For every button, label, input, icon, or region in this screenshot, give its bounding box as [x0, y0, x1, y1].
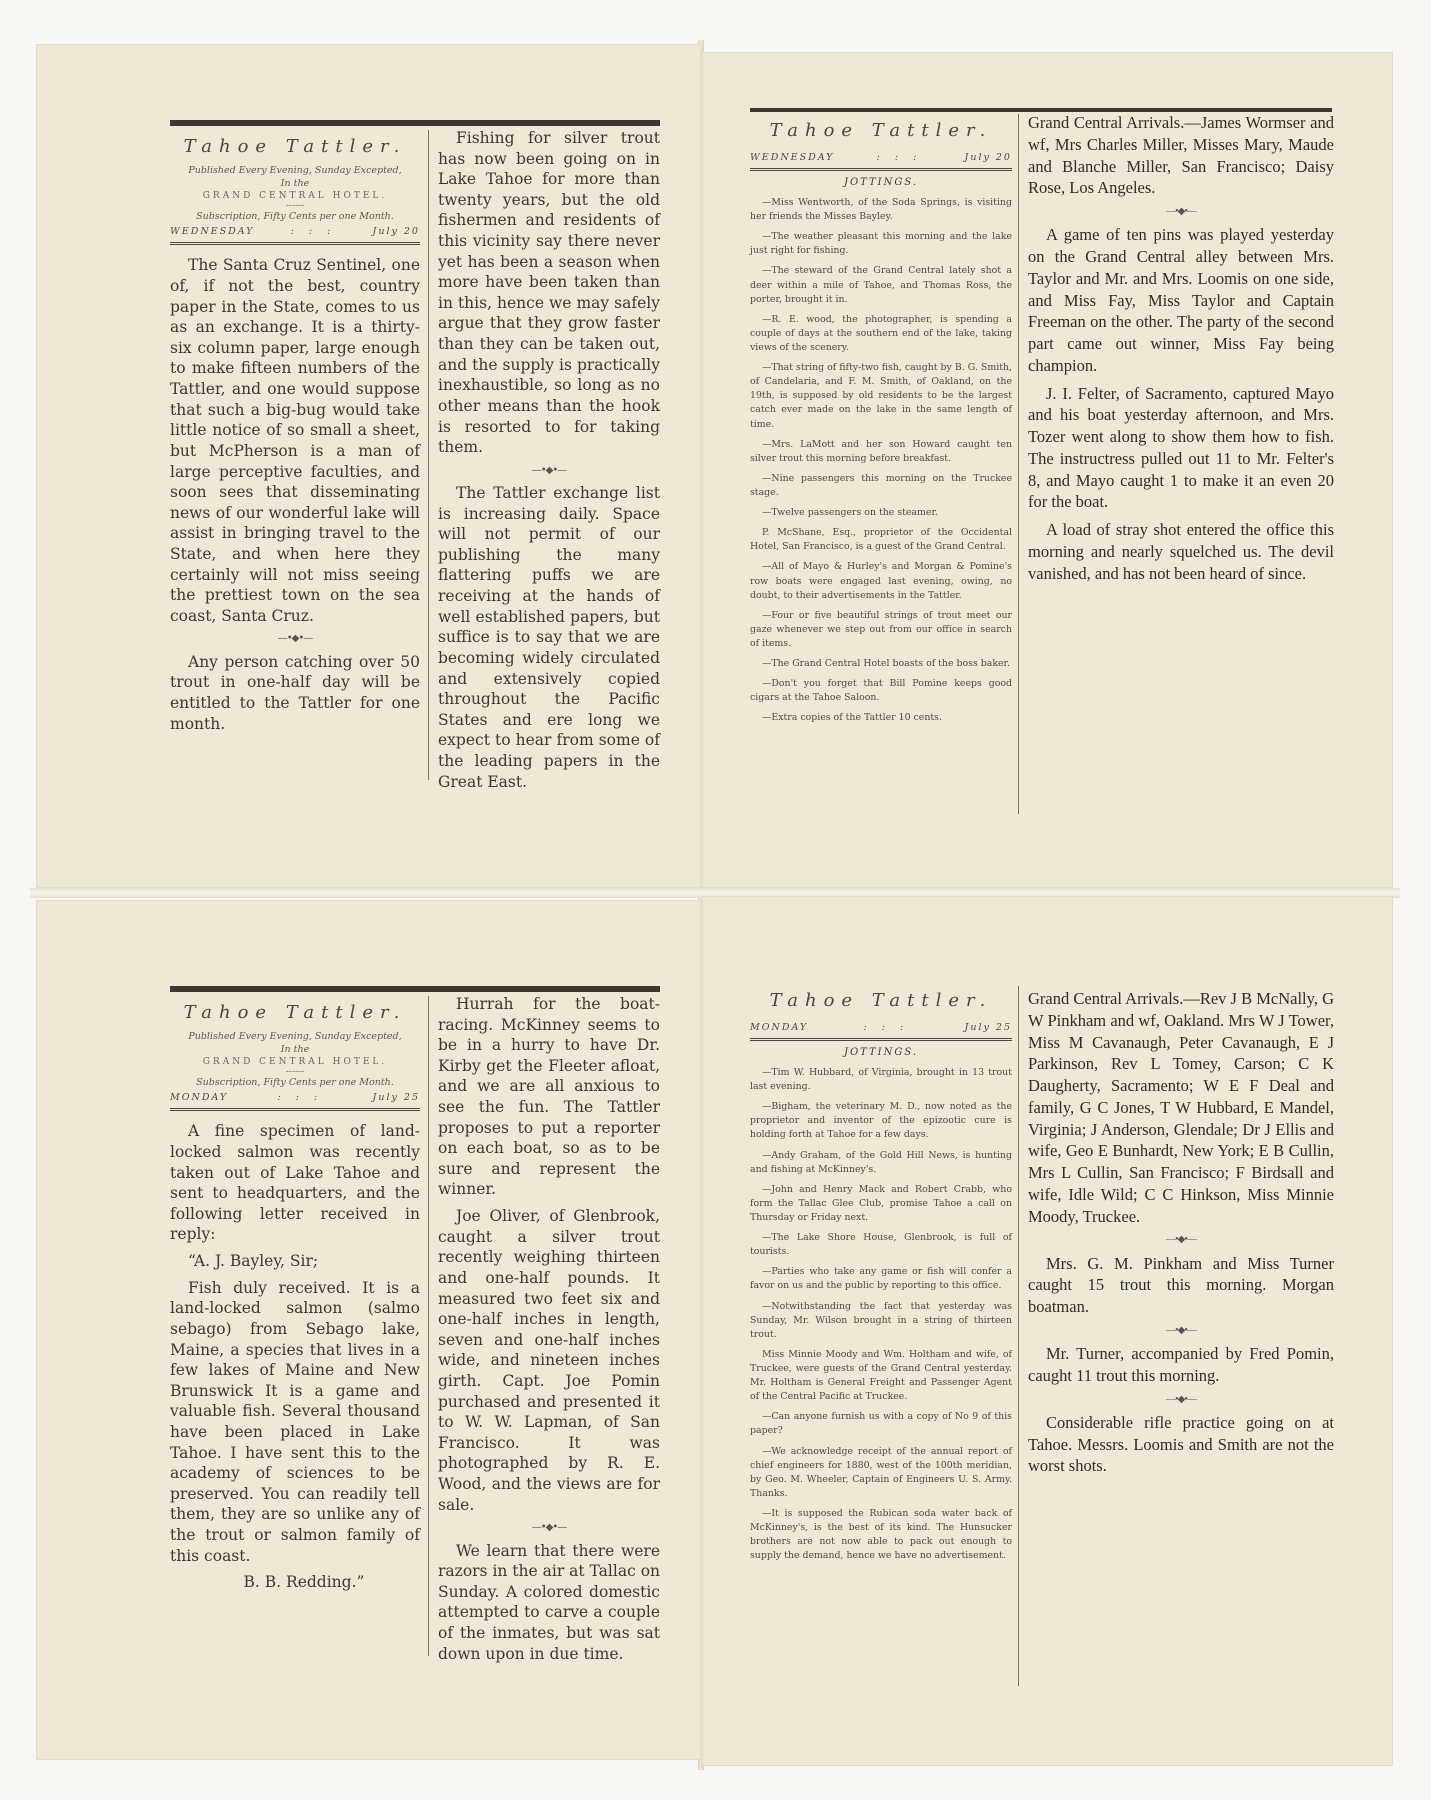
right-column [438, 128, 660, 798]
article-paragraph: A game of ten pins was played yesterday on the Grand Central alley between Mrs. Taylor and Mr. and Mrs. Loomis on one side, and Miss Fay, Miss Taylor and Captain Freeman on the other. The party of the second part came out winner, Miss Fay being champion. [1028, 225, 1334, 375]
in-the-line: In the [280, 1043, 310, 1055]
separator: —•◆•— [1166, 206, 1196, 218]
masthead-title: Tahoe Tattler. [183, 1002, 407, 1023]
dateline [170, 1089, 420, 1111]
jotting-item: —Don't you forget that Bill Pomine keeps good cigars at the Tahoe Saloon. [750, 678, 1012, 704]
article-paragraph: The Santa Cruz Sentinel, one of, if not the best, country paper in the State, comes to us as an exchange. It is a thirty-six column paper, large enough to make fifteen numbers of the Tattler, and one would suppose that such a big-bug would take little notice of so small a sheet, but McPherson is a man of large perceptive faculties, and soon sees that disseminating news of our wonderful lake will assist in bringing travel to the State, and when here they certainly will not miss seeing the prettiest town on the sea coast, Santa Cruz. [170, 256, 420, 625]
column-rule [1018, 986, 1019, 1686]
article-paragraph: J. I. Felter, of Sacramento, captured Mayo and his boat yesterday afternoon, and Mrs. Tozer went along to show them how to fish. The instructress pulled out 11 to Mr. Felter's 8, and Mayo caught 1 to make it an even 20 for the boat. [1028, 383, 1334, 512]
jotting-item: —Parties who take any game or fish will confer a favor on us and the public by reporting to this office. [750, 1266, 1012, 1292]
column-rule [428, 996, 429, 1656]
jottings-title: JOTTINGS. [843, 177, 919, 188]
jotting-item: —Mrs. LaMott and her son Howard caught ten silver trout this morning before breakfast. [750, 438, 1012, 464]
date-label: July 20 [964, 152, 1012, 163]
date-label: July 25 [964, 1022, 1012, 1033]
jotting-item: —We acknowledge receipt of the annual report of chief engineers for 1880, west of the 100th meridian, by Geo. M. Wheeler, Captain of Engineers U. S. Army. Thanks. [750, 1445, 1012, 1499]
arrivals-paragraph: Grand Central Arrivals.—Rev J B McNally, G W Pinkham and wf, Oakland. Mrs W J Tower, Miss M Cavanaugh, Peter Cavanaugh, E J Parkinson, Rev L Tomey, Carson; C K Daugherty, Sacramento; W E F Deal and family, G C Jones, T W Hubbard, E Mandel, Virginia; J Anderson, Glendale; Dr J Ellis and wife, Geo E Bunhardt, New York; E B Cullin, Mrs L Cullin, San Francisco; F Birdsall and wife, Idle Wild; C C Hinkson, Miss Minnie Moody, Truckee. [1028, 989, 1334, 1226]
right-column [1028, 988, 1334, 1483]
masthead-title: Tahoe Tattler. [183, 136, 407, 157]
article-paragraph: Hurrah for the boat-racing. McKinney seems to be in a hurry to have Dr. Kirby get the Fleeter afloat, and we are all anxious to see the fun. The Tattler proposes to put a reporter on each boat, so as to be sure and represent the winner. [438, 995, 660, 1199]
top-rule [170, 986, 660, 992]
page-1 [36, 44, 701, 888]
article-paragraph: Any person catching over 50 trout in one-half day will be entitled to the Tattler for one month. [170, 652, 420, 733]
jotting-item: —The Grand Central Hotel boasts of the boss baker. [762, 658, 1010, 670]
column-rule [428, 130, 429, 780]
jotting-item: Miss Minnie Moody and Wm. Holtham and wife, of Truckee, were guests of the Grand Central yesterday. Mr. Holtham is General Freight and Passenger Agent of the Central Pacific at Truckee. [750, 1348, 1012, 1403]
separator: —•◆•— [1166, 1393, 1196, 1405]
in-the-line: In the [280, 177, 310, 189]
jotting-item: —It is supposed the Rubican soda water back of McKinney's, is the best of its kind. The Hunsucker brothers are not now able to pack out enough to supply the demand, hence we have no advertisement. [750, 1507, 1012, 1562]
day-label: MONDAY [170, 1092, 229, 1104]
masthead [170, 130, 420, 740]
jotting-item: —Notwithstanding the fact that yesterday was Sunday, Mr. Wilson brought in a string of thirteen trout. [750, 1300, 1012, 1340]
top-rule [170, 120, 660, 126]
dateline [750, 149, 1012, 171]
right-column [438, 994, 660, 1670]
day-label: MONDAY [750, 1022, 809, 1033]
article-paragraph: Mrs. G. M. Pinkham and Miss Turner caught 15 trout this morning. Morgan boatman. [1028, 1253, 1334, 1317]
jotting-item: P. McShane, Esq., proprietor of the Occidental Hotel, San Francisco, is a guest of the Grand Central. [750, 527, 1012, 553]
letter-signature: B. B. Redding.” [243, 1573, 365, 1592]
dash-line: ------ [285, 1066, 305, 1077]
dateline [750, 1019, 1012, 1041]
masthead-title: Tahoe Tattler. [769, 120, 993, 141]
page-4 [702, 896, 1393, 1766]
dash-line: ------ [285, 200, 305, 211]
separator: —•◆•— [277, 633, 313, 645]
jotting-item: —Andy Graham, of the Gold Hill News, is hunting and fishing at McKinney's. [750, 1149, 1012, 1175]
separator: —•◆•— [1166, 1324, 1196, 1336]
masthead [170, 996, 420, 1599]
article-paragraph: A fine specimen of land-locked salmon was recently taken out of Lake Tahoe and sent to headquarters, and the following letter received in reply: [170, 1122, 420, 1244]
jottings-title: JOTTINGS. [843, 1047, 919, 1058]
jotting-item: —The steward of the Grand Central lately shot a deer within a mile of Tahoe, and Thomas Ross, the porter, brought it in. [750, 265, 1012, 305]
masthead [750, 114, 1012, 732]
jotting-item: —That string of fifty-two fish, caught by B. G. Smith, of Candelaria, and F. M. Smith, of Oakland, on the 19th, is supposed by old residents to be the largest catch ever made on the lake in the same length of time. [750, 362, 1012, 430]
jotting-item: —Miss Wentworth, of the Soda Springs, is visiting her friends the Misses Bayley. [750, 197, 1012, 223]
letter-body: Fish duly received. It is a land-locked salmon (salmo sebago) from Sebago lake, Maine, a species that lives in a few lakes of Maine and New Brunswick It is a game and valuable fish. Several thousand have been placed in Lake Tahoe. I have sent this to the academy of sciences to be preserved. You can readily tell them, they are so unlike any of the trout or salmon family of this coast. [170, 1278, 420, 1565]
article-paragraph: Mr. Turner, accompanied by Fred Pomin, caught 11 trout this morning. [1028, 1344, 1334, 1385]
jotting-item: —Tim W. Hubbard, of Virginia, brought in 13 trout last evening. [750, 1067, 1012, 1093]
column-rule [1018, 114, 1019, 814]
left-column [170, 255, 420, 734]
jotting-item: —Can anyone furnish us with a copy of No 9 of this paper? [750, 1411, 1012, 1437]
article-paragraph: Fishing for silver trout has now been going on in Lake Tahoe for more than twenty years, but the old fishermen and residents of this vicinity say there never yet has been a season when more have been taken than in this, hence we may safely argue that they grow faster than they can be taken out, and the supply is practically inexhaustible, so long as no other means than the hook is resorted to for taking them. [438, 129, 660, 457]
jotting-item: —Twelve passengers on the steamer. [762, 507, 938, 519]
right-column [1028, 112, 1334, 591]
jotting-item: —John and Henry Mack and Robert Crabb, who form the Tallac Glee Club, promise Tahoe a call on Thursday or Friday next. [750, 1183, 1012, 1223]
page-2 [702, 52, 1393, 888]
jotting-item: —Nine passengers this morning on the Truckee stage. [750, 472, 1012, 498]
dateline-dots: : : : [277, 1092, 324, 1104]
left-column [170, 1121, 420, 1592]
jotting-item: —Bigham, the veterinary M. D., now noted as the proprietor and inventor of the epizootic cure is holding forth at Tahoe for a few days. [750, 1101, 1012, 1141]
jotting-item: —All of Mayo & Hurley's and Morgan & Pomine's row boats were engaged last evening, owing, no doubt, to their advertisements in the Tattler. [750, 561, 1012, 601]
jottings-list [750, 1066, 1012, 1563]
article-paragraph: The Tattler exchange list is increasing daily. Space will not permit of our publishing the many flattering puffs we are receiving at the hands of well established papers, but suffice is to say that we are becoming widely circulated and extensively copied throughout the Pacific States and ere long we expect to hear from some of the leading papers in the Great East. [438, 484, 660, 791]
hotel-line: GRAND CENTRAL HOTEL. [202, 190, 388, 201]
dateline-dots: : : : [290, 226, 337, 238]
subscription-line: Subscription, Fifty Cents per one Month. [196, 1076, 394, 1088]
article-paragraph: We learn that there were razors in the air at Tallac on Sunday. A colored domestic attempted to carve a couple of the inmates, but was sat down upon in due time. [438, 1541, 661, 1663]
date-label: July 20 [372, 226, 420, 238]
jottings-list [750, 196, 1012, 726]
masthead [750, 984, 1012, 1569]
separator: —•◆•— [531, 464, 567, 476]
subscription-line: Subscription, Fifty Cents per one Month. [196, 210, 394, 222]
article-paragraph: Considerable rifle practice going on at Tahoe. Messrs. Loomis and Smith are not the worst shots. [1028, 1412, 1334, 1476]
dateline-dots: : : : [863, 1022, 910, 1033]
published-line: Published Every Evening, Sunday Excepted, [188, 165, 402, 176]
page-3 [36, 900, 701, 1760]
jotting-item: —R. E. wood, the photographer, is spending a couple of days at the southern end of the lake, taking views of the scenery. [750, 313, 1012, 353]
published-line: Published Every Evening, Sunday Excepted, [188, 1031, 402, 1042]
jotting-item: —Four or five beautiful strings of trout meet our gaze whenever we step out from our office in search of items. [750, 609, 1012, 649]
separator: —•◆•— [1166, 1234, 1196, 1246]
dateline [170, 223, 420, 245]
jotting-item: —The Lake Shore House, Glenbrook, is full of tourists. [750, 1232, 1012, 1258]
letter-salutation: “A. J. Bayley, Sir; [188, 1252, 319, 1271]
separator: —•◆•— [531, 1522, 567, 1534]
article-paragraph: Joe Oliver, of Glenbrook, caught a silver trout recently weighing thirteen and one-half pounds. It measured two feet six and one-half inches in length, seven and one-half inches wide, and nineteen inches girth. Capt. Joe Pomin purchased and presented it to W. W. Lapman, of San Francisco. It was photographed by R. E. Wood, and the views are for sale. [438, 1207, 660, 1514]
masthead-title: Tahoe Tattler. [769, 990, 993, 1011]
day-label: WEDNESDAY [750, 152, 835, 163]
article-paragraph: A load of stray shot entered the office this morning and nearly squelched us. The devil vanished, and has not been heard of since. [1028, 520, 1334, 583]
date-label: July 25 [372, 1092, 420, 1104]
day-label: WEDNESDAY [170, 226, 255, 238]
jotting-item: —The weather pleasant this morning and the lake just right for fishing. [750, 231, 1012, 257]
jotting-item: —Extra copies of the Tattler 10 cents. [762, 712, 942, 724]
dateline-dots: : : : [876, 152, 923, 163]
hotel-line: GRAND CENTRAL HOTEL. [202, 1056, 388, 1067]
arrivals-paragraph: Grand Central Arrivals.—James Wormser and wf, Mrs Charles Miller, Misses Mary, Maude and Blanche Miller, San Francisco; Daisy Rose, Los Angeles. [1028, 113, 1334, 198]
